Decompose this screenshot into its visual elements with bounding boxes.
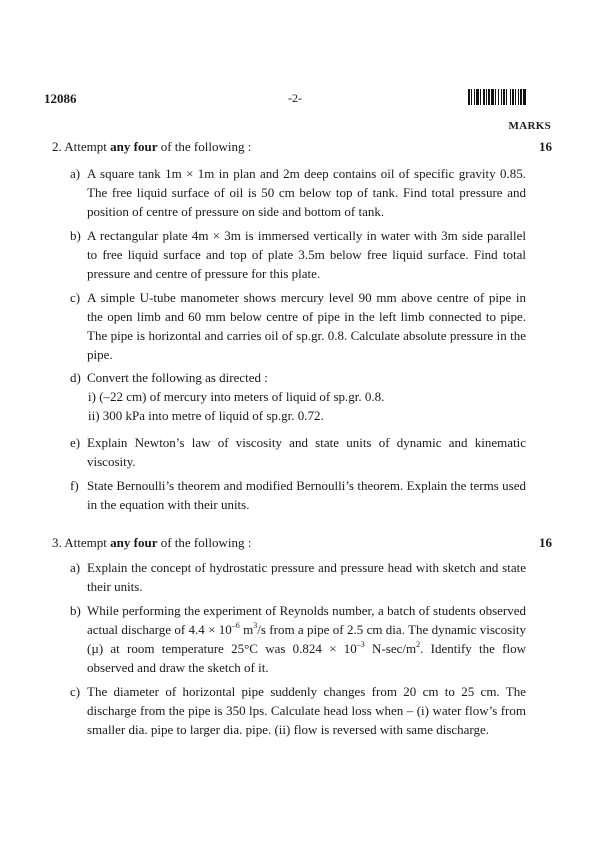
question-2-heading: 2. Attempt any four of the following : 16	[52, 139, 552, 154]
q2-item-e: e) Explain Newton’s law of viscosity and state units of dynamic and kinematic viscosity.	[70, 435, 526, 469]
q2-item-a: a) A square tank 1m × 1m in plan and 2m deep contains oil of specific gravity 0.85. The free liquid surface of oil is 50 cm below top of tank. Find total pressure and position of centre of pressure on side and bottom of tank.	[70, 166, 526, 219]
paper-code: 12086	[44, 91, 77, 106]
question-3-heading: 3. Attempt any four of the following : 16	[52, 535, 552, 550]
q2-item-d: d) Convert the following as directed :	[70, 370, 268, 385]
q3-item-c: c) The diameter of horizontal pipe suddenly changes from 20 cm to 25 cm. The discharge from the pipe is 350 lps. Calculate head loss when – (i) water flow’s from smaller dia. pipe to larger dia. pipe. (ii) flow is reversed with same discharge.	[70, 684, 526, 737]
q2-item-c: c) A simple U-tube manometer shows mercury level 90 mm above centre of pipe in the open limb and 60 mm below centre of pipe in the left limb connected to pipe. The pipe is horizontal and carries oil of sp.gr. 0.8. Calculate absolute pressure in the pipe.	[70, 290, 526, 362]
q2-item-b: b) A rectangular plate 4m × 3m is immersed vertically in water with 3m side parallel to free liquid surface and top of plate 3.5m below free liquid surface. Find total pressure and centre of pressure for this plate.	[70, 228, 526, 281]
q2-item-d-sub-i: i) (–22 cm) of mercury into meters of liquid of sp.gr. 0.8.	[88, 389, 385, 404]
marks-heading: MARKS	[508, 120, 551, 132]
q2-item-d-sub-ii: ii) 300 kPa into metre of liquid of sp.gr. 0.72.	[88, 408, 324, 423]
barcode-image	[468, 89, 550, 105]
q3-item-b: b) While performing the experiment of Reynolds number, a batch of students observed actual discharge of $4.4 \times 10^{-6}$ $m^3/s$ from a pipe of 2.5 cm dia. The dynamic viscosity (µ) at room temperature 25°C was $0.824 \times 10^{-3}$ $N-\sec/m^2$. Identify the flow observed and draw the sketch of it.	[70, 603, 526, 675]
question-2-marks: 16	[539, 139, 552, 154]
page-number: -2-	[288, 91, 302, 105]
question-3-marks: 16	[539, 535, 552, 550]
q2-item-f: f) State Bernoulli’s theorem and modified Bernoulli’s theorem. Explain the terms used in the equation with their units.	[70, 478, 526, 512]
q3-item-a: a) Explain the concept of hydrostatic pressure and pressure head with sketch and state their units.	[70, 560, 526, 594]
